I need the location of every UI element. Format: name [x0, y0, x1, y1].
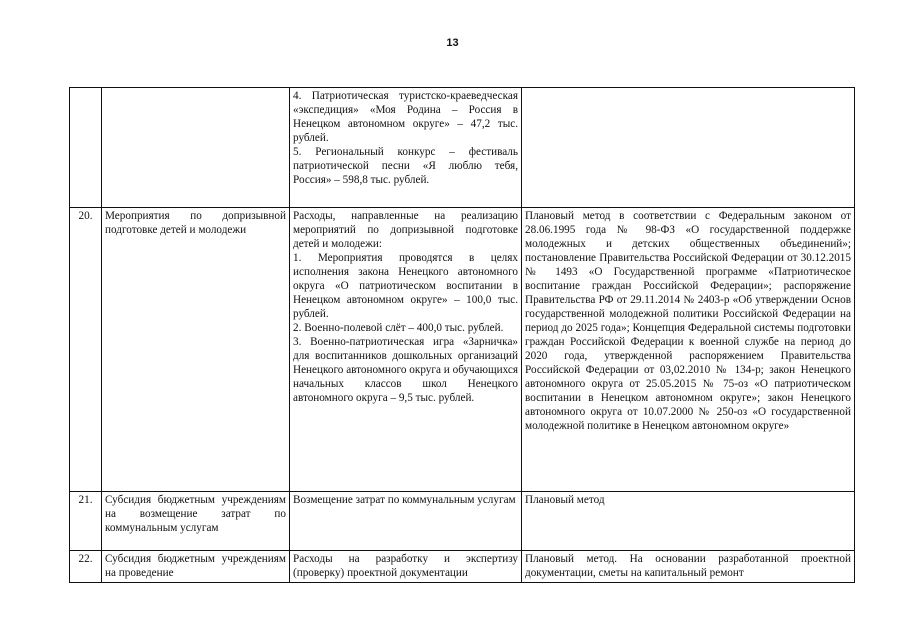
- row-number: 22.: [70, 551, 102, 583]
- table-row: [70, 88, 855, 208]
- expenses-description: [290, 208, 522, 492]
- table-row: [70, 208, 855, 492]
- calculation-method: Плановый метод: [522, 492, 855, 551]
- expenses-text: Расходы, направленные на реализацию мероприятий по допризывной подготовке детей и молодежи: 1. Мероприятия проводятся в целях исполнения закона Ненецкого автономного округа «О патриотическом воспитании в Ненецком автономном округе» – 100,0 тыс. рублей. 2. Военно-полевой слёт – 400,0 тыс. рублей. 3. Военно-патриотическая игра «Зарничка» для воспитанников дошкольных организаций Ненецкого автономного округа и обучающихся начальных классов школ Ненецкого автономного округа – 9,5 тыс. рублей.: [293, 210, 518, 404]
- calculation-method: Плановый метод в соответствии с Федеральным законом от 28.06.1995 года № 98-ФЗ «О государственной поддержке молодежных и детских общественных объединений»; постановление Правительства Российской Федерации от 30.12.2015 № 1493 «О Государственной программе «Патриотическое воспитание граждан Российской Федерации»; распоряжение Правительства РФ от 29.11.2014 № 2403-р «Об утверждении Основ государственной молодежной политики Российской Федерации на период до 2025 года»; Концепция Федеральной системы подготовки граждан Российской Федерации к военной службе на период до 2020 года, утвержденной распоряжением Правительства Российской Федерации от 03,02.2010 № 134-р; закон Ненецкого автономного округа от 25.05.2015 № 75-оз «О патриотическом воспитании в Ненецком автономном округе»; закон Ненецкого автономного округа от 10.07.2000 № 250-оз «О государственной молодежной политике в Ненецком автономном округе»: [522, 208, 855, 492]
- calculation-method: [522, 88, 855, 208]
- page-number: 13: [446, 37, 459, 49]
- budget-table: [69, 87, 855, 583]
- expenses-description: Возмещение затрат по коммунальным услугам: [290, 492, 522, 551]
- row-number: 21.: [70, 492, 102, 551]
- event-name: Субсидия бюджетным учреждениям на проведение: [102, 551, 290, 583]
- event-name: [102, 88, 290, 208]
- calculation-method: Плановый метод. На основании разработанной проектной документации, сметы на капитальный ремонт: [522, 551, 855, 583]
- table-row: [70, 551, 855, 583]
- event-name: Субсидия бюджетным учреждениям на возмещение затрат по коммунальным услугам: [102, 492, 290, 551]
- row-number: 20.: [70, 208, 102, 492]
- expenses-description: Расходы на разработку и экспертизу (проверку) проектной документации: [290, 551, 522, 583]
- table-row: [70, 492, 855, 551]
- event-name: Мероприятия по допризывной подготовке детей и молодежи: [102, 208, 290, 492]
- expenses-text: 4. Патриотическая туристско-краеведческая «экспедиция» «Моя Родина – Россия в Ненецком автономном округе» – 47,2 тыс. рублей. 5. Региональный конкурс – фестиваль патриотической песни «Я люблю тебя, Россия» – 598,8 тыс. рублей.: [293, 90, 518, 186]
- expenses-description: [290, 88, 522, 208]
- row-number: [70, 88, 102, 208]
